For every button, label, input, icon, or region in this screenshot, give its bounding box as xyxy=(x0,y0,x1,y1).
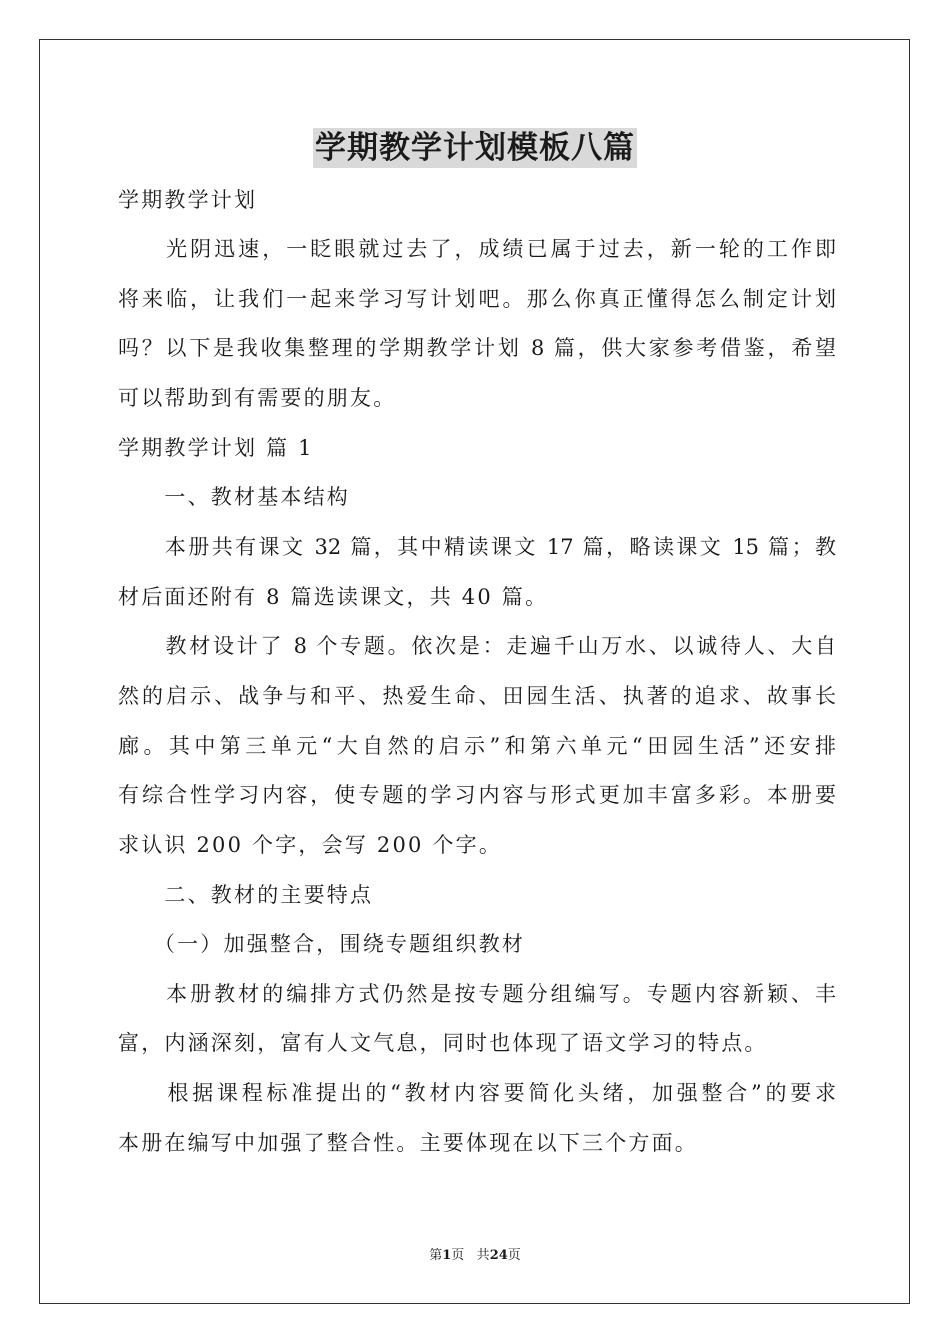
section-heading: 学期教学计划 xyxy=(118,188,258,212)
page-footer xyxy=(0,1247,950,1265)
paragraph-line: 本册教材的编排方式仍然是按专题分组编写。专题内容新颖、丰 xyxy=(118,982,836,1006)
page-suffix: 页 xyxy=(451,1248,465,1263)
paragraph-line: 吗？以下是我收集整理的学期教学计划 8 篇，供大家参考借鉴，希望 xyxy=(118,336,836,360)
page-border xyxy=(39,39,910,1304)
subheading: （一）加强整合，围绕专题组织教材 xyxy=(118,932,526,956)
page-prefix: 第 xyxy=(429,1248,443,1263)
paragraph-line: 可以帮助到有需要的朋友。 xyxy=(118,386,397,410)
section-heading: 学期教学计划 篇 1 xyxy=(118,436,314,460)
paragraph-line: 富，内涵深刻，富有人文气息，同时也体现了语文学习的特点。 xyxy=(118,1031,768,1055)
total-pages: 24 xyxy=(489,1248,508,1263)
paragraph-line: 本册在编写中加强了整合性。主要体现在以下三个方面。 xyxy=(118,1131,698,1155)
paragraph-line: 本册共有课文 32 篇，其中精读课文 17 篇，略读课文 15 篇；教 xyxy=(118,535,836,559)
total-suffix: 页 xyxy=(507,1248,521,1263)
total-prefix: 共 xyxy=(476,1248,490,1263)
subheading: 二、教材的主要特点 xyxy=(118,883,374,907)
paragraph-line: 有综合性学习内容，使专题的学习内容与形式更加丰富多彩。本册要 xyxy=(118,783,836,807)
paragraph-line: 然的启示、战争与和平、热爱生命、田园生活、执著的追求、故事长 xyxy=(118,684,836,708)
subheading: 一、教材基本结构 xyxy=(118,485,350,509)
paragraph-line: 光阴迅速，一眨眼就过去了，成绩已属于过去，新一轮的工作即 xyxy=(118,237,836,261)
paragraph-line: 材后面还附有 8 篇选读课文，共 40 篇。 xyxy=(118,585,549,609)
paragraph-line: 将来临，让我们一起来学习写计划吧。那么你真正懂得怎么制定计划 xyxy=(118,287,836,311)
paragraph-line: 廊。其中第三单元“大自然的启示”和第六单元“田园生活”还安排 xyxy=(118,734,836,758)
paragraph-line: 求认识 200 个字，会写 200 个字。 xyxy=(118,833,503,857)
page-number: 1 xyxy=(442,1248,452,1263)
title-container xyxy=(0,128,950,168)
paragraph-line: 根据课程标准提出的“教材内容要简化头绪，加强整合”的要求 xyxy=(118,1081,836,1105)
paragraph-line: 教材设计了 8 个专题。依次是：走遍千山万水、以诚待人、大自 xyxy=(118,634,836,658)
document-title: 学期教学计划模板八篇 xyxy=(315,130,635,166)
